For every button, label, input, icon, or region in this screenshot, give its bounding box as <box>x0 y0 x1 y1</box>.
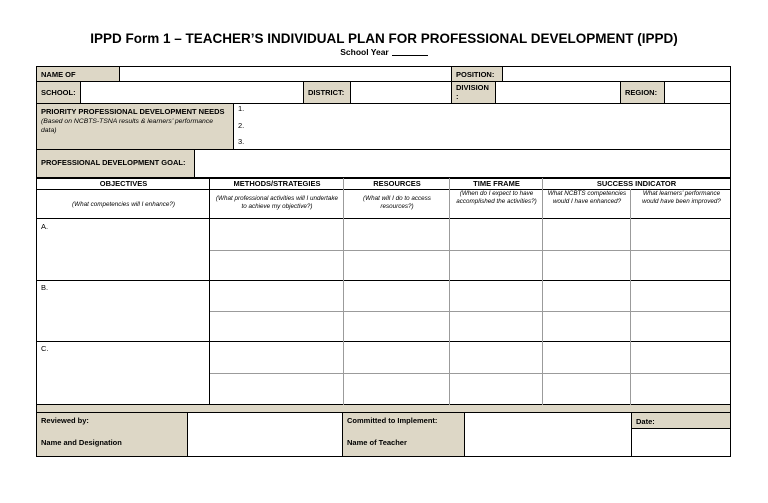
date-label: Date: <box>632 413 730 428</box>
divider-row2 <box>36 103 731 104</box>
position-field[interactable] <box>503 67 730 81</box>
col-methods-sub: (What professional activities will I undertake to achieve my objective?) <box>215 195 339 211</box>
border-bottom <box>36 456 731 457</box>
reviewed-by-block <box>37 413 188 456</box>
col-timeframe-sub: (When do I expect to have accomplished the activities?) <box>456 190 537 206</box>
col-methods-header: METHODS/STRATEGIES <box>233 179 321 188</box>
school-year <box>0 47 768 57</box>
school-year-blank[interactable] <box>392 47 428 56</box>
divider-row4 <box>36 177 731 179</box>
pd-goal-label: PROFESSIONAL DEVELOPMENT GOAL: <box>37 150 195 177</box>
vline-position <box>451 66 452 103</box>
school-label: SCHOOL: <box>37 82 81 103</box>
col-resources-header: RESOURCES <box>373 179 421 188</box>
priority-needs-subtitle: (Based on NCBTS-TSNA results & learners’ performance data) <box>41 117 213 134</box>
vline-region-field <box>664 81 665 103</box>
divider-date <box>631 428 731 429</box>
vline-footer-1 <box>187 412 188 457</box>
vline-goal <box>194 149 195 178</box>
divider-row-b <box>36 341 731 342</box>
district-field[interactable] <box>351 82 452 103</box>
divider-row1 <box>36 81 731 82</box>
success-sub-competencies: What NCBTS competencies would I have enhanced? <box>547 190 627 206</box>
vline-col2 <box>343 178 344 405</box>
position-label: POSITION: <box>452 67 502 81</box>
priority-item-1: 1. <box>238 104 245 113</box>
gline-c-mid <box>210 373 730 374</box>
border-right <box>730 66 731 457</box>
name-of-teacher-field[interactable] <box>120 67 452 81</box>
teacher-signature-field[interactable] <box>465 413 631 456</box>
vline-school <box>80 81 81 103</box>
row-label-a: A. <box>41 222 49 231</box>
col-objectives-header: OBJECTIVES <box>99 179 148 188</box>
priority-item-3: 3. <box>238 137 245 146</box>
vline-footer-3 <box>464 412 465 457</box>
col-timeframe-header: TIME FRAME <box>473 179 520 188</box>
divider-col-headers <box>36 189 731 190</box>
vline-district <box>303 81 304 103</box>
col-objectives-sub: (What competencies will I enhance?) <box>72 201 175 208</box>
priority-needs-field[interactable] <box>245 104 730 149</box>
row-label-c: C. <box>41 344 49 353</box>
district-label: DISTRICT: <box>304 82 351 103</box>
vline-region <box>620 81 621 103</box>
gline-b-mid <box>210 311 730 312</box>
col-success-indicator-header: SUCCESS INDICATOR <box>596 179 677 188</box>
form-title: IPPD Form 1 – TEACHER’S INDIVIDUAL PLAN FOR PROFESSIONAL DEVELOPMENT (IPPD) <box>90 31 678 46</box>
border-left <box>36 66 37 457</box>
divider-row3 <box>36 149 731 150</box>
vline-footer-4 <box>631 412 632 457</box>
division-field[interactable] <box>496 82 621 103</box>
row-label-b: B. <box>41 283 49 292</box>
division-label <box>452 82 496 103</box>
vline-col4 <box>542 178 543 405</box>
vline-col3 <box>449 178 450 405</box>
vline-name <box>119 66 120 81</box>
objective-cell-c[interactable] <box>37 342 210 404</box>
name-designation-label: Name and Designation <box>41 438 122 447</box>
objective-cell-a[interactable] <box>37 219 210 280</box>
vline-footer-2 <box>342 412 343 457</box>
divider-sub-headers <box>36 218 731 219</box>
gline-a-mid <box>210 250 730 251</box>
school-field[interactable] <box>81 82 304 103</box>
footer-band <box>37 405 730 412</box>
teacher-name-label: Name of Teacher <box>347 438 407 447</box>
pd-goal-field[interactable] <box>195 150 730 177</box>
vline-district-field <box>350 81 351 103</box>
col-resources-sub: (What will I do to access resources?) <box>363 195 431 211</box>
region-field[interactable] <box>665 82 730 103</box>
divider-footer-top <box>36 412 731 413</box>
name-of-teacher-label: NAME OF <box>37 67 119 81</box>
vline-priority <box>233 103 234 149</box>
division-label-text: DIVISION <box>456 83 489 92</box>
priority-item-2: 2. <box>238 121 245 130</box>
divider-row-a <box>36 280 731 281</box>
division-label-colon: : <box>456 92 459 101</box>
vline-col1 <box>209 178 210 405</box>
school-year-label: School Year <box>340 47 389 57</box>
reviewed-by-label: Reviewed by: <box>41 416 89 425</box>
committed-label: Committed to Implement: <box>347 416 438 425</box>
objective-cell-b[interactable] <box>37 281 210 342</box>
reviewer-signature-field[interactable] <box>188 413 343 456</box>
vline-position-field <box>502 66 503 81</box>
region-label: REGION: <box>621 82 665 103</box>
committed-block <box>343 413 465 456</box>
date-field[interactable] <box>632 429 730 456</box>
priority-needs-label <box>37 104 233 149</box>
priority-needs-title: PRIORITY PROFESSIONAL DEVELOPMENT NEEDS <box>41 107 225 116</box>
vline-col5 <box>630 189 631 405</box>
vline-division-field <box>495 81 496 103</box>
border-top <box>36 66 731 67</box>
success-sub-learners: What learners’ performance would have been improved? <box>642 190 721 206</box>
